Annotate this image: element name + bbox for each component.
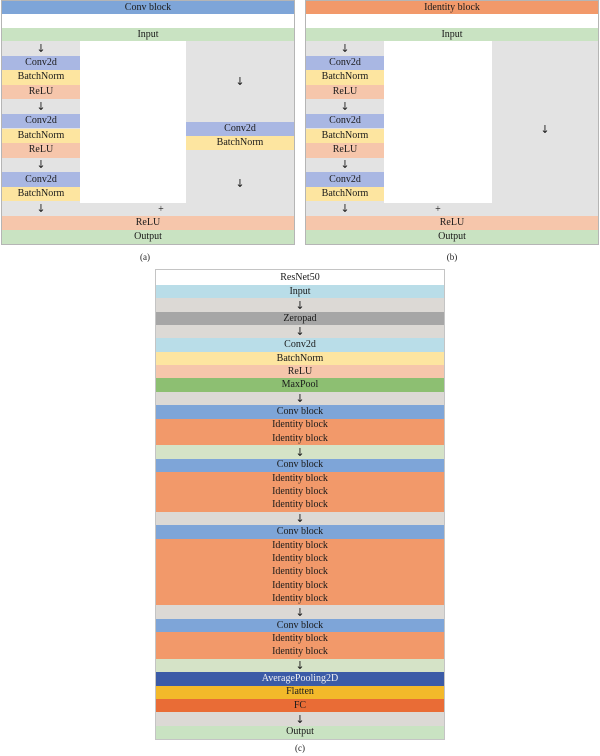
conv-shortcut-arrow-top: ↓ bbox=[235, 74, 245, 88]
resnet-layer-input-c: Input bbox=[156, 285, 444, 299]
conv-conv2d-layer: Conv2d bbox=[2, 114, 80, 129]
conv-conv2d-layer: Conv2d bbox=[2, 172, 80, 187]
identity-block-panel bbox=[305, 0, 599, 245]
identity-batchnorm-layer: BatchNorm bbox=[306, 70, 384, 85]
identity-conv2d-layer: Conv2d bbox=[306, 114, 384, 129]
resnet-down-arrow-icon: ↓ bbox=[156, 298, 444, 312]
identity-conv2d-layer: Conv2d bbox=[306, 56, 384, 71]
caption-c: (c) bbox=[295, 742, 305, 753]
resnet-layer-identity-block: Identity block bbox=[156, 552, 444, 566]
conv-relu-layer: ReLU bbox=[2, 85, 80, 100]
conv-down-arrow-icon: ↓ bbox=[36, 41, 46, 55]
conv-plus-sign: + bbox=[158, 203, 164, 215]
identity-block-relu: ReLU bbox=[306, 216, 598, 230]
resnet-layer-conv-block: Conv block bbox=[156, 525, 444, 539]
resnet-layer-conv-block: Conv block bbox=[156, 405, 444, 419]
conv-shortcut-arrow-bottom: ↓ bbox=[235, 176, 245, 190]
resnet-layer-identity-block: Identity block bbox=[156, 592, 444, 606]
conv-batchnorm-layer: BatchNorm bbox=[2, 129, 80, 144]
resnet-layer-identity-block: Identity block bbox=[156, 485, 444, 499]
conv-block-panel bbox=[1, 0, 295, 245]
resnet-layer-batchnorm: BatchNorm bbox=[156, 352, 444, 366]
conv-relu-layer: ReLU bbox=[2, 143, 80, 158]
identity-plus-sign: + bbox=[435, 203, 441, 215]
resnet-down-arrow-icon: ↓ bbox=[156, 512, 444, 526]
identity-block-output: Output bbox=[306, 230, 598, 244]
resnet-layer-identity-block: Identity block bbox=[156, 632, 444, 646]
conv-down-arrow-icon: ↓ bbox=[36, 202, 46, 216]
identity-down-arrow-icon: ↓ bbox=[340, 41, 350, 55]
resnet50-panel bbox=[155, 269, 445, 740]
conv-batchnorm-layer: BatchNorm bbox=[2, 70, 80, 85]
identity-down-arrow-icon: ↓ bbox=[340, 202, 350, 216]
resnet-down-arrow-icon: ↓ bbox=[156, 659, 444, 673]
resnet-layer-identity-block: Identity block bbox=[156, 499, 444, 513]
resnet-layer-avgpool: AveragePooling2D bbox=[156, 672, 444, 686]
conv-shortcut-conv2d: Conv2d bbox=[186, 122, 294, 136]
conv-block-relu: ReLU bbox=[2, 216, 294, 230]
resnet-layer-fc: FC bbox=[156, 699, 444, 713]
caption-b: (b) bbox=[446, 251, 458, 262]
resnet-down-arrow-icon: ↓ bbox=[156, 712, 444, 726]
resnet50-layer-stack bbox=[156, 285, 444, 739]
resnet-layer-identity-block: Identity block bbox=[156, 419, 444, 433]
resnet-layer-identity-block: Identity block bbox=[156, 472, 444, 486]
resnet-layer-identity-block: Identity block bbox=[156, 432, 444, 446]
resnet-layer-output: Output bbox=[156, 726, 444, 740]
resnet-layer-identity-block: Identity block bbox=[156, 565, 444, 579]
conv-conv2d-layer: Conv2d bbox=[2, 56, 80, 71]
conv-block-output: Output bbox=[2, 230, 294, 244]
resnet-layer-conv-block: Conv block bbox=[156, 619, 444, 633]
conv-batchnorm-layer: BatchNorm bbox=[2, 187, 80, 202]
identity-relu-layer: ReLU bbox=[306, 85, 384, 100]
conv-block-input: Input bbox=[2, 28, 294, 41]
resnet50-title: ResNet50 bbox=[280, 271, 320, 283]
caption-a: (a) bbox=[140, 251, 150, 262]
identity-block-title: Identity block bbox=[306, 1, 598, 14]
resnet-layer-maxpool: MaxPool bbox=[156, 378, 444, 392]
identity-batchnorm-layer: BatchNorm bbox=[306, 187, 384, 202]
resnet-layer-input-c: Conv2d bbox=[156, 338, 444, 352]
conv-down-arrow-icon: ↓ bbox=[36, 158, 46, 172]
identity-down-arrow-icon: ↓ bbox=[340, 158, 350, 172]
identity-block-input: Input bbox=[306, 28, 598, 41]
identity-shortcut-arrow: ↓ bbox=[540, 122, 550, 136]
resnet-layer-zeropad: Zeropad bbox=[156, 312, 444, 326]
conv-down-arrow-icon: ↓ bbox=[36, 100, 46, 114]
identity-down-arrow-icon: ↓ bbox=[340, 100, 350, 114]
conv-left-steps bbox=[2, 41, 80, 216]
resnet-down-arrow-icon: ↓ bbox=[156, 445, 444, 459]
identity-batchnorm-layer: BatchNorm bbox=[306, 129, 384, 144]
resnet-layer-identity-block: Identity block bbox=[156, 579, 444, 593]
identity-conv2d-layer: Conv2d bbox=[306, 172, 384, 187]
resnet-down-arrow-icon: ↓ bbox=[156, 605, 444, 619]
resnet-layer-identity-block: Identity block bbox=[156, 646, 444, 660]
identity-left-steps bbox=[306, 41, 384, 216]
resnet-layer-flatten: Flatten bbox=[156, 686, 444, 700]
resnet-layer-identity-block: Identity block bbox=[156, 539, 444, 553]
resnet-down-arrow-icon: ↓ bbox=[156, 325, 444, 339]
conv-block-title: Conv block bbox=[2, 1, 294, 14]
resnet-layer-relu: ReLU bbox=[156, 365, 444, 379]
resnet-down-arrow-icon: ↓ bbox=[156, 392, 444, 406]
resnet-layer-conv-block: Conv block bbox=[156, 459, 444, 473]
conv-shortcut-batchnorm: BatchNorm bbox=[186, 136, 294, 150]
identity-relu-layer: ReLU bbox=[306, 143, 384, 158]
